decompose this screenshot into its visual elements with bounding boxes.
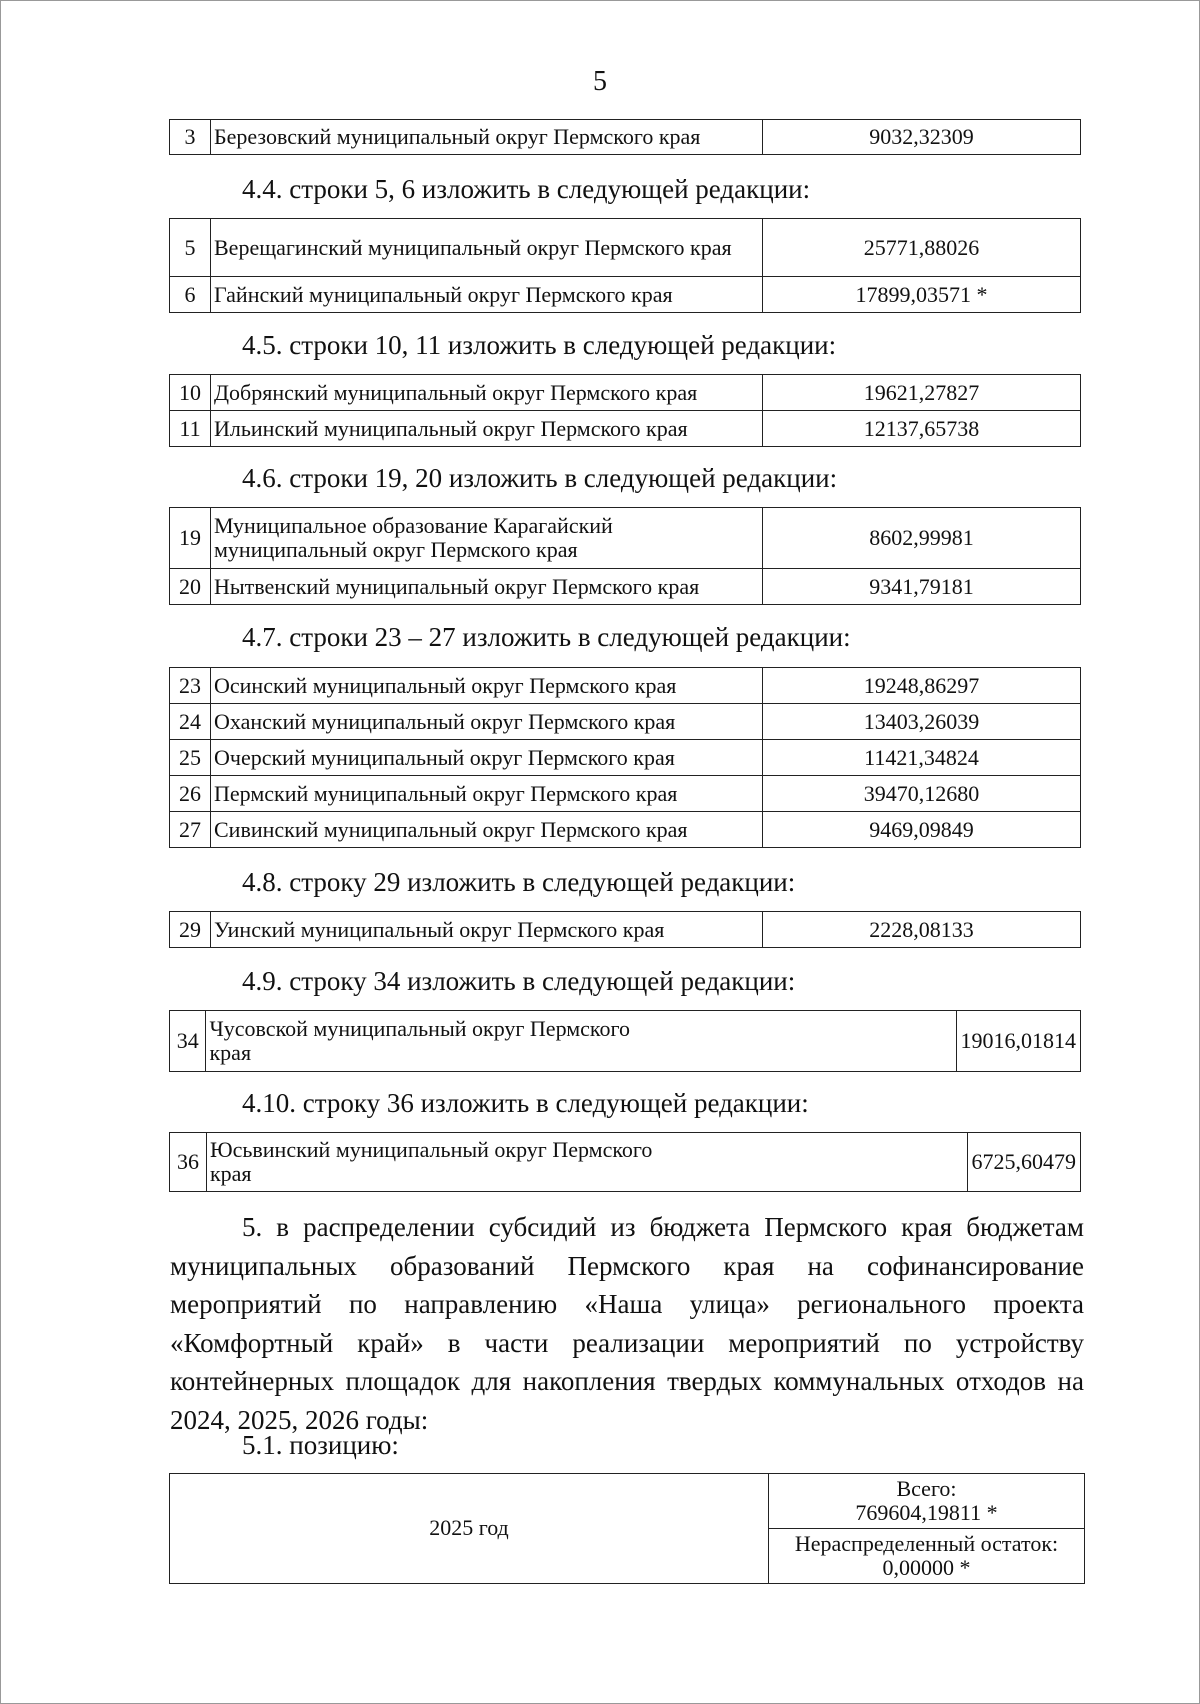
municipality-name: Осинский муниципальный округ Пермского края bbox=[211, 668, 763, 704]
total-label: Всего: bbox=[896, 1475, 957, 1501]
row-number: 11 bbox=[170, 411, 211, 447]
municipality-name: Чусовской муниципальный округ Пермского края bbox=[206, 1011, 956, 1072]
year-cell: 2025 год bbox=[170, 1474, 769, 1584]
amount-value: 8602,99981 bbox=[763, 508, 1081, 569]
section-heading-4-7: 4.7. строки 23 – 27 изложить в следующей редакции: bbox=[242, 622, 851, 652]
row-number: 3 bbox=[170, 120, 211, 155]
table-row bbox=[170, 704, 1081, 740]
row-number: 6 bbox=[170, 277, 211, 313]
municipality-name: Нытвенский муниципальный округ Пермского края bbox=[211, 569, 763, 605]
remainder-label: Нераспределенный остаток: bbox=[794, 1530, 1059, 1556]
row-number: 36 bbox=[170, 1133, 207, 1192]
table-row-34 bbox=[169, 1010, 1081, 1072]
amount-value: 17899,03571 * bbox=[763, 277, 1081, 313]
section-heading-4-5: 4.5. строки 10, 11 изложить в следующей редакции: bbox=[242, 330, 837, 360]
municipality-name: Березовский муниципальный округ Пермского края bbox=[211, 120, 763, 155]
table-row bbox=[170, 912, 1081, 948]
row-number: 27 bbox=[170, 812, 211, 848]
remainder-value: 0,00000 * bbox=[882, 1555, 971, 1580]
section-heading-4-4: 4.4. строки 5, 6 изложить в следующей редакции: bbox=[242, 174, 811, 204]
row-number: 20 bbox=[170, 569, 211, 605]
table-row bbox=[170, 1474, 1085, 1529]
row-number: 5 bbox=[170, 219, 211, 277]
row-number: 26 bbox=[170, 776, 211, 812]
table-rows-10-11 bbox=[169, 374, 1081, 447]
total-cell bbox=[769, 1474, 1085, 1529]
municipality-name: Добрянский муниципальный округ Пермского края bbox=[211, 375, 763, 411]
row-number: 19 bbox=[170, 508, 211, 569]
amount-value: 25771,88026 bbox=[763, 219, 1081, 277]
row-number: 34 bbox=[170, 1011, 206, 1072]
table-row-36 bbox=[169, 1132, 1081, 1192]
table-row bbox=[170, 776, 1081, 812]
municipality-name: Оханский муниципальный округ Пермского края bbox=[211, 704, 763, 740]
subheading-5-1: 5.1. позицию: bbox=[242, 1430, 399, 1460]
municipality-name: Сивинский муниципальный округ Пермского края bbox=[211, 812, 763, 848]
amount-value: 13403,26039 bbox=[763, 704, 1081, 740]
table-row-29 bbox=[169, 911, 1081, 948]
amount-value: 19248,86297 bbox=[763, 668, 1081, 704]
municipality-name: Ильинский муниципальный округ Пермского края bbox=[211, 411, 763, 447]
table-rows-19-20 bbox=[169, 507, 1081, 605]
table-row bbox=[170, 120, 1081, 155]
row-number: 25 bbox=[170, 740, 211, 776]
row-number: 24 bbox=[170, 704, 211, 740]
table-row bbox=[170, 411, 1081, 447]
row-number: 10 bbox=[170, 375, 211, 411]
table-row bbox=[170, 1011, 1081, 1072]
municipality-name: Юсьвинский муниципальный округ Пермского края bbox=[206, 1133, 967, 1192]
amount-value: 9341,79181 bbox=[763, 569, 1081, 605]
table-row bbox=[170, 812, 1081, 848]
amount-value: 12137,65738 bbox=[763, 411, 1081, 447]
table-rows-5-6 bbox=[169, 218, 1081, 313]
table-row bbox=[170, 219, 1081, 277]
row-number: 23 bbox=[170, 668, 211, 704]
section-heading-4-8: 4.8. строку 29 изложить в следующей редакции: bbox=[242, 867, 796, 897]
section-heading-4-9: 4.9. строку 34 изложить в следующей редакции: bbox=[242, 966, 796, 996]
amount-value: 6725,60479 bbox=[967, 1133, 1081, 1192]
municipality-name: Верещагинский муниципальный округ Пермского края bbox=[211, 219, 763, 277]
table-row bbox=[170, 375, 1081, 411]
amount-value: 2228,08133 bbox=[763, 912, 1081, 948]
table-row-3 bbox=[169, 119, 1081, 155]
municipality-name: Гайнский муниципальный округ Пермского края bbox=[211, 277, 763, 313]
amount-value: 9469,09849 bbox=[763, 812, 1081, 848]
municipality-name: Уинский муниципальный округ Пермского края bbox=[211, 912, 763, 948]
municipality-name: Очерский муниципальный округ Пермского края bbox=[211, 740, 763, 776]
municipality-name: Пермский муниципальный округ Пермского края bbox=[211, 776, 763, 812]
row-number: 29 bbox=[170, 912, 211, 948]
table-rows-23-27 bbox=[169, 667, 1081, 848]
amount-value: 11421,34824 bbox=[763, 740, 1081, 776]
paragraph-5: 5. в распределении субсидий из бюджета Пермского края бюджетам муниципальных образований Пермского края на софинансирование мероприятий по направлению «Наша улица» регионального проекта «Комфортный край» в части реализации мероприятий по устройству контейнерных площадок для накопления твердых коммунальных отходов на 2024, 2025, 2026 годы: bbox=[170, 1212, 1084, 1435]
table-row bbox=[170, 508, 1081, 569]
page-number: 5 bbox=[593, 66, 607, 97]
position-table bbox=[169, 1473, 1085, 1584]
amount-value: 19016,01814 bbox=[956, 1011, 1081, 1072]
amount-value: 9032,32309 bbox=[763, 120, 1081, 155]
total-value: 769604,19811 * bbox=[855, 1500, 998, 1525]
remainder-cell bbox=[769, 1529, 1085, 1584]
table-row bbox=[170, 1133, 1081, 1192]
section-heading-4-10: 4.10. строку 36 изложить в следующей редакции: bbox=[242, 1088, 809, 1118]
table-row bbox=[170, 569, 1081, 605]
section-heading-4-6: 4.6. строки 19, 20 изложить в следующей редакции: bbox=[242, 463, 838, 493]
table-row bbox=[170, 668, 1081, 704]
table-row bbox=[170, 740, 1081, 776]
table-row bbox=[170, 277, 1081, 313]
amount-value: 39470,12680 bbox=[763, 776, 1081, 812]
amount-value: 19621,27827 bbox=[763, 375, 1081, 411]
municipality-name: Муниципальное образование Карагайский муниципальный округ Пермского края bbox=[211, 508, 763, 569]
